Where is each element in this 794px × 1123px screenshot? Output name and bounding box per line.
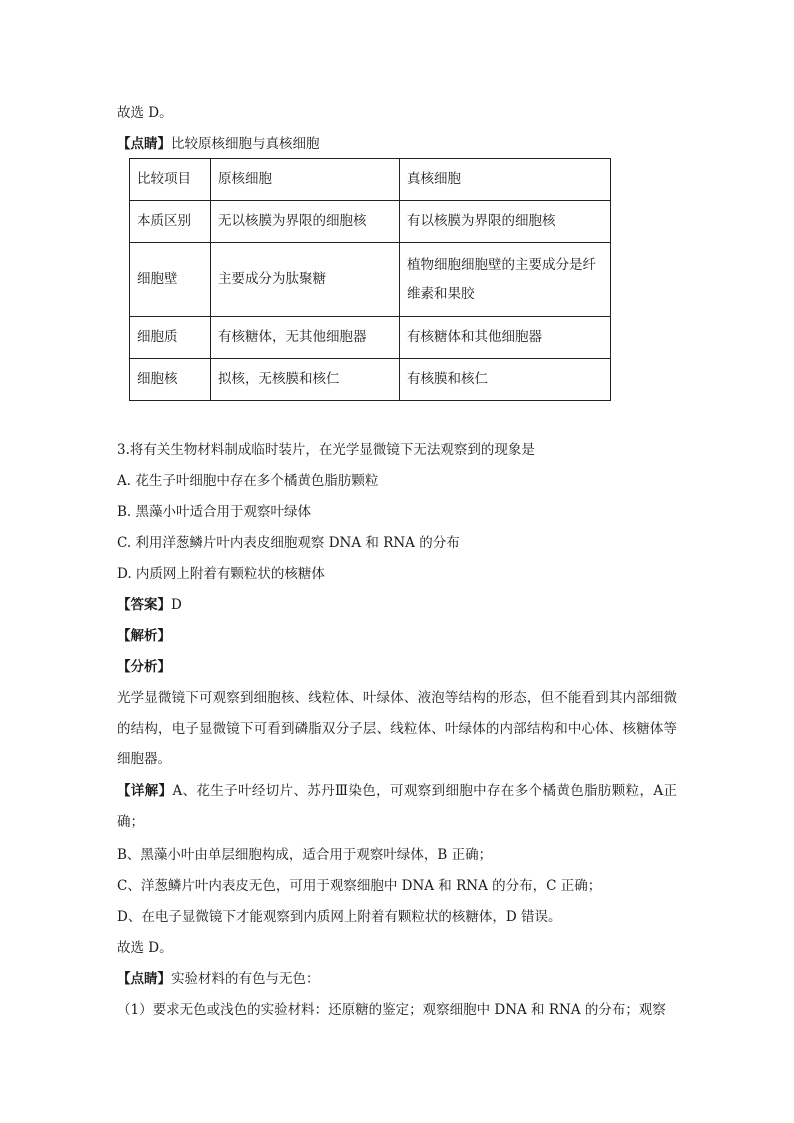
table-cell: 无以核膜为界限的细胞核 — [211, 201, 400, 243]
fenxi-paragraph: 光学显微镜下可观察到细胞核、线粒体、叶绿体、液泡等结构的形态，但不能看到其内部细微的结构，电子显微镜下可看到磷脂双分子层、线粒体、叶绿体的内部结构和中心体、核糖体等细胞器。 — [117, 690, 677, 767]
table-header-row — [130, 159, 611, 201]
table-cell: 植物细胞细胞壁的主要成分是纤维素和果胶 — [400, 243, 611, 317]
table-row — [130, 201, 611, 243]
detail-line-a — [117, 776, 677, 837]
table-cell: 有核膜和核仁 — [400, 359, 611, 401]
table-header-cell: 比较项目 — [130, 159, 211, 201]
option-d: D. 内质网上附着有颗粒状的核糖体 — [117, 566, 325, 582]
table-cell: 细胞壁 — [130, 243, 211, 317]
table-row — [130, 317, 611, 359]
option-a: A. 花生子叶细胞中存在多个橘黄色脂肪颗粒 — [117, 473, 379, 489]
table-row — [130, 359, 611, 401]
table-cell: 本质区别 — [130, 201, 211, 243]
table-cell: 细胞核 — [130, 359, 211, 401]
table-cell: 有核糖体，无其他细胞器 — [211, 317, 400, 359]
option-c: C. 利用洋葱鳞片叶内表皮细胞观察 DNA 和 RNA 的分布 — [117, 535, 460, 551]
answer-bracket: 【答案】 — [117, 597, 171, 613]
tip-heading-2 — [117, 970, 320, 988]
tip-text: 比较原核细胞与真核细胞 — [171, 136, 320, 152]
table-cell: 有以核膜为界限的细胞核 — [400, 201, 611, 243]
answer-line — [117, 596, 182, 614]
table-header-cell: 真核细胞 — [400, 159, 611, 201]
tip-heading-1 — [117, 135, 320, 153]
table-row — [130, 243, 611, 317]
detail-line-d: D、在电子显微镜下才能观察到内质网上附着有颗粒状的核糖体，D 错误。 — [117, 909, 562, 925]
conclusion-line: 故选 D。 — [117, 940, 173, 956]
tip-bracket: 【点睛】 — [117, 136, 171, 152]
comparison-table — [129, 158, 611, 401]
detail-text-a: A、花生子叶经切片、苏丹Ⅲ染色，可观察到细胞中存在多个橘黄色脂肪颗粒，A正确； — [117, 783, 677, 830]
analysis-heading: 【解析】 — [117, 628, 171, 644]
table-cell: 有核糖体和其他细胞器 — [400, 317, 611, 359]
detail-line-b: B、黑藻小叶由单层细胞构成，适合用于观察叶绿体，B 正确； — [117, 847, 493, 863]
detail-bracket: 【详解】 — [117, 783, 173, 799]
table-cell: 拟核，无核膜和核仁 — [211, 359, 400, 401]
conclusion-line-top: 故选 D。 — [117, 105, 173, 121]
tip-bracket: 【点睛】 — [117, 971, 171, 987]
answer-value: D — [171, 597, 182, 613]
question-stem: 3.将有关生物材料制成临时装片，在光学显微镜下无法观察到的现象是 — [117, 442, 535, 458]
table-header-cell: 原核细胞 — [211, 159, 400, 201]
table-cell: 细胞质 — [130, 317, 211, 359]
option-b: B. 黑藻小叶适合用于观察叶绿体 — [117, 504, 312, 520]
material-line-1: （1）要求无色或浅色的实验材料：还原糖的鉴定；观察细胞中 DNA 和 RNA 的分布；观察 — [117, 1002, 666, 1018]
tip-text: 实验材料的有色与无色： — [171, 971, 320, 987]
table-cell: 主要成分为肽聚糖 — [211, 243, 400, 317]
fenxi-heading: 【分析】 — [117, 659, 171, 675]
detail-line-c: C、洋葱鳞片叶内表皮无色，可用于观察细胞中 DNA 和 RNA 的分布，C 正确； — [117, 878, 602, 894]
